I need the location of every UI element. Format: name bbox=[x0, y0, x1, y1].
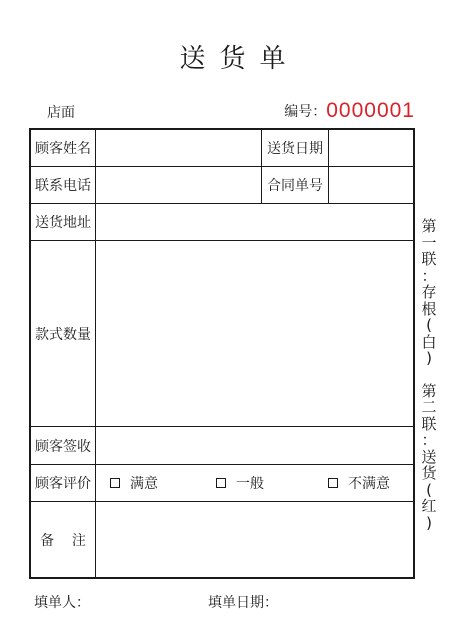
contract-no-field[interactable] bbox=[329, 167, 413, 203]
phone-field[interactable] bbox=[96, 167, 261, 203]
copy-note-char: 一 bbox=[421, 233, 437, 252]
serial-label: 编号： bbox=[284, 104, 327, 120]
serial-number-block bbox=[284, 99, 415, 123]
checkbox-icon[interactable] bbox=[328, 478, 338, 488]
evaluation-label: 顾客评价 bbox=[35, 476, 91, 492]
copy-note-char: ( bbox=[426, 316, 432, 334]
copy-note-char: 二 bbox=[421, 398, 437, 416]
delivery-date-label: 送货日期 bbox=[267, 141, 323, 157]
option-average[interactable] bbox=[216, 465, 264, 501]
copy-note-char: 根 bbox=[421, 299, 437, 318]
address-label: 送货地址 bbox=[35, 215, 91, 231]
customer-name-label: 顾客姓名 bbox=[35, 141, 91, 157]
copy-note-char: 第 bbox=[421, 381, 437, 400]
copy-note-char: 第 bbox=[421, 217, 437, 235]
signature-field[interactable] bbox=[96, 427, 413, 464]
styles-qty-label: 款式数量 bbox=[35, 326, 91, 343]
copy-note-char: ： bbox=[421, 431, 437, 449]
filler-label: 填单人： bbox=[34, 595, 90, 611]
document-title: 送货单 bbox=[179, 44, 300, 74]
option-unsatisfied[interactable] bbox=[328, 465, 390, 501]
copy-note-char: 货 bbox=[421, 464, 437, 482]
copy-note-char: 白 bbox=[421, 332, 437, 351]
remarks-label: 备 注 bbox=[40, 532, 86, 549]
copy-note-char: 存 bbox=[421, 283, 437, 301]
signature-label: 顾客签收 bbox=[35, 438, 91, 455]
copy-note-char: ) bbox=[426, 513, 432, 532]
store-label: 店面 bbox=[47, 105, 75, 121]
phone-label: 联系电话 bbox=[35, 178, 91, 194]
contract-no-label: 合同单号 bbox=[267, 178, 323, 194]
serial-number: 0000001 bbox=[326, 99, 415, 122]
fill-date-label: 填单日期： bbox=[208, 595, 278, 611]
option-average-label: 一般 bbox=[236, 476, 264, 492]
checkbox-icon[interactable] bbox=[110, 478, 120, 488]
checkbox-icon[interactable] bbox=[216, 478, 226, 488]
customer-name-field[interactable] bbox=[96, 130, 261, 166]
option-unsatisfied-label: 不满意 bbox=[348, 476, 390, 492]
copy-note-char: 送 bbox=[421, 447, 437, 466]
copy-note-char: ： bbox=[421, 266, 437, 285]
option-satisfied[interactable] bbox=[110, 465, 158, 501]
delivery-date-field[interactable] bbox=[329, 130, 413, 166]
copy-note-char: 红 bbox=[421, 497, 437, 515]
copy-note bbox=[419, 218, 439, 531]
styles-qty-field[interactable] bbox=[96, 241, 413, 426]
copy-note-char: ( bbox=[426, 480, 432, 499]
remarks-field[interactable] bbox=[96, 502, 413, 577]
copy-note-char: ) bbox=[426, 349, 432, 367]
copy-note-char: 联 bbox=[421, 414, 437, 433]
copy-note-char: 联 bbox=[421, 250, 437, 268]
option-satisfied-label: 满意 bbox=[130, 476, 158, 492]
delivery-form bbox=[29, 128, 415, 579]
address-field[interactable] bbox=[96, 204, 413, 240]
